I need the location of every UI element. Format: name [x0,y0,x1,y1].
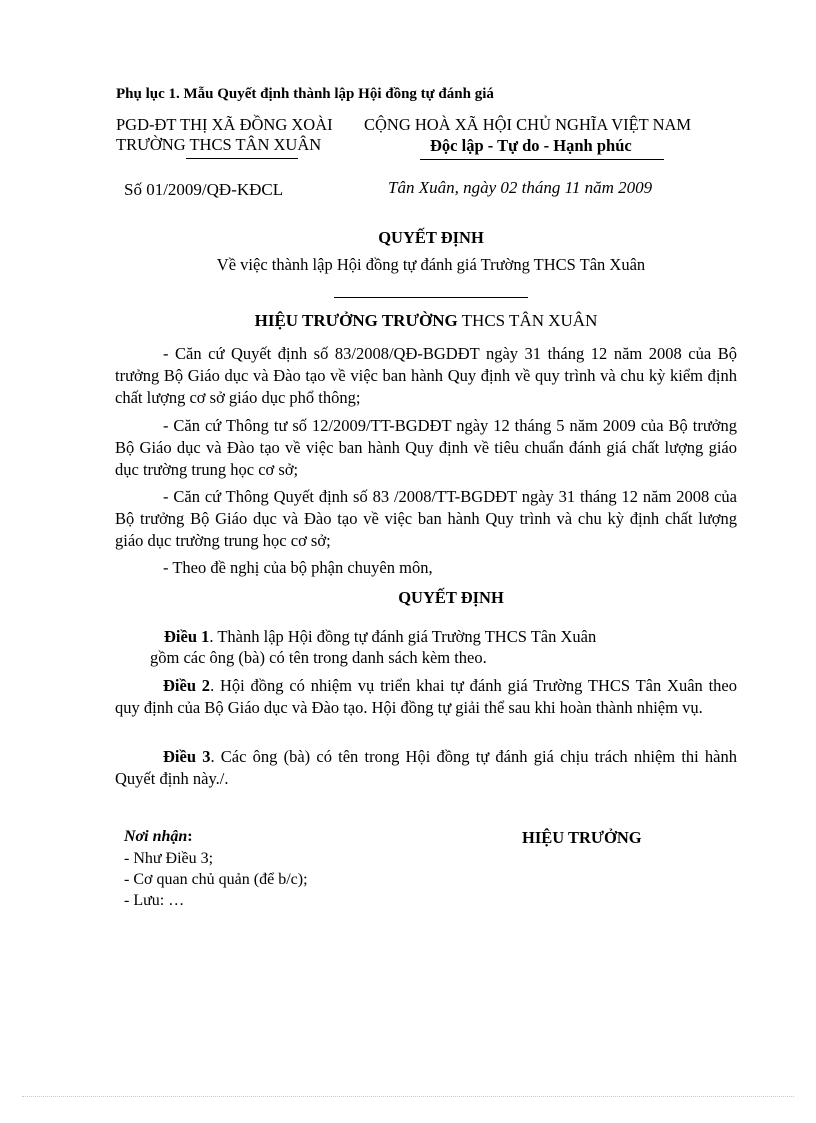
authority-bold: HIỆU TRƯỞNG TRƯỜNG [254,311,458,330]
legal-basis-2 [115,415,737,481]
legal-basis-1 [115,343,737,409]
legal-basis-1-text: - Căn cứ Quyết định số 83/2008/QĐ-BGDĐT ngày 31 tháng 12 năm 2008 của Bộ trưởng Bộ Giáo dục và Đào tạo về việc ban hành Quy định về quy trình và chu kỳ kiểm định chất lượng cơ sở giáo dục phổ thông; [115,344,737,407]
recipients-heading [124,828,193,846]
signer-title: HIỆU TRƯỞNG [522,828,642,847]
article-2 [115,675,737,719]
legal-basis-3 [115,486,737,552]
article-2-text: . Hội đồng có nhiệm vụ triển khai tự đánh giá Trường THCS Tân Xuân theo quy định của Bộ Giáo dục và Đào tạo. Hội đồng tự giải thể sau khi hoàn thành nhiệm vụ. [115,676,737,717]
article-3-label: Điều 3 [163,747,211,766]
page-bottom-divider [22,1096,794,1097]
title-separator [334,297,528,298]
article-2-label: Điều 2 [163,676,211,695]
motto-underline [420,159,664,160]
legal-basis-4: - Theo đề nghị của bộ phận chuyên môn, [163,558,433,577]
recipient-item: - Như Điều 3; [124,850,214,867]
legal-basis-2-text: - Căn cứ Thông tư số 12/2009/TT-BGDĐT ngày 12 tháng 5 năm 2009 của Bộ trưởng Bộ Giáo dục và Đào tạo về việc ban hành Quy định về tiêu chuẩn đánh giá chất lượng giáo dục trường trung học cơ sở; [115,416,737,479]
article-1-label: Điều 1 [164,627,210,646]
legal-basis-3-text: - Căn cứ Thông Quyết định số 83 /2008/TT-BGDĐT ngày 31 tháng 12 năm 2008 của Bộ trưởng Bộ Giáo dục và Đào tạo về việc ban hành Quy trình và chu kỳ định chất lượng giáo dục trường trung học cơ sở; [115,487,737,550]
document-title: QUYẾT ĐỊNH [378,228,484,247]
document-number: Số 01/2009/QĐ-KĐCL [124,180,284,199]
country-name: CỘNG HOÀ XÃ HỘI CHỦ NGHĨA VIỆT NAM [364,115,692,134]
recipients-heading-colon: : [187,828,193,845]
article-3 [115,746,737,790]
recipient-item: - Lưu: … [124,892,185,909]
article-1-text: . Thành lập Hội đồng tự đánh giá Trường THCS Tân Xuân [209,627,597,646]
recipient-item: - Cơ quan chủ quản (để b/c); [124,871,308,888]
appendix-title: Phụ lục 1. Mẫu Quyết định thành lập Hội đồng tự đánh giá [116,86,494,102]
article-3-text: . Các ông (bà) có tên trong Hội đồng tự đánh giá chịu trách nhiệm thi hành Quyết định này./. [115,747,738,788]
national-motto: Độc lập - Tự do - Hạnh phúc [430,136,632,155]
decision-heading: QUYẾT ĐỊNH [398,588,504,607]
school-name-underline [186,158,298,159]
issuing-authority [0,311,816,331]
document-subtitle: Về việc thành lập Hội đồng tự đánh giá Trường THCS Tân Xuân [216,255,646,274]
place-date: Tân Xuân, ngày 02 tháng 11 năm 2009 [388,178,653,197]
article-1 [164,627,596,647]
recipients-heading-label: Nơi nhận [124,828,188,845]
issuing-agency: PGD-ĐT THỊ XÃ ĐỒNG XOÀI [116,115,333,134]
school-name: TRƯỜNG THCS TÂN XUÂN [116,135,322,154]
article-1-continuation: gồm các ông (bà) có tên trong danh sách kèm theo. [150,648,487,667]
authority-normal: THCS TÂN XUÂN [457,311,598,330]
